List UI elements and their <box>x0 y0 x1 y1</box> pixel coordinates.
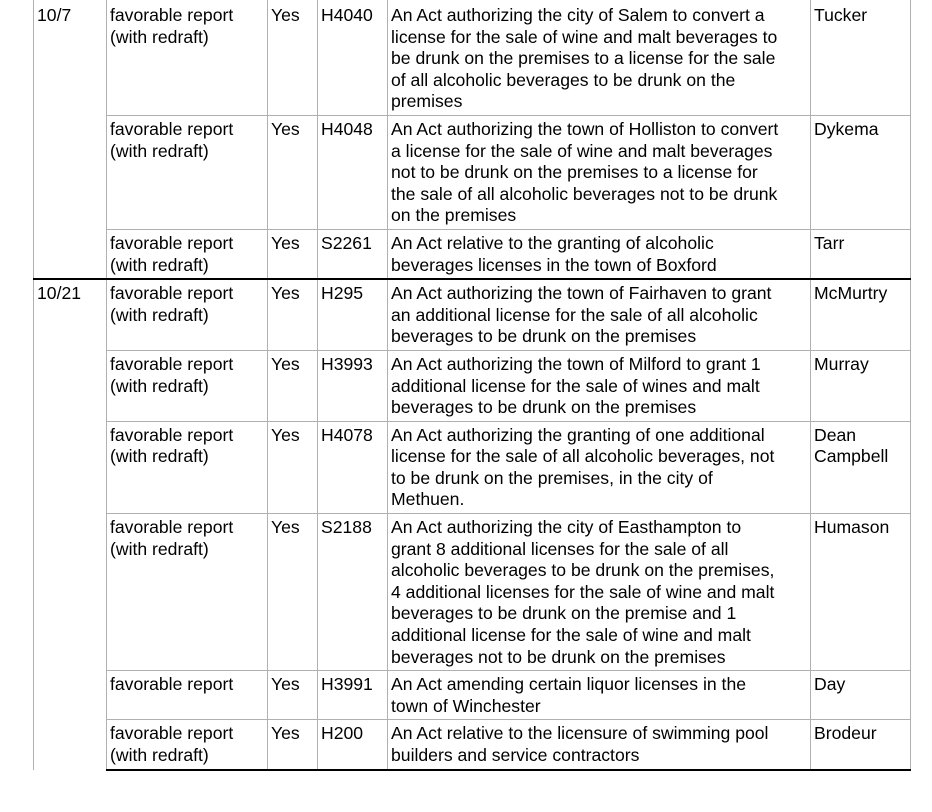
bill-title-cell: An Act authorizing the city of Salem to convert a license for the sale of wine and malt beverages to be drunk on the premises to a license for the sale of all alcoholic beverages to be drunk on the premises <box>388 0 811 115</box>
bill-title-cell: An Act relative to the licensure of swimming pool builders and service contractors <box>388 720 811 770</box>
sponsor-cell: Tucker <box>811 0 911 115</box>
table-row <box>34 514 911 671</box>
date-cell: 10/21 <box>34 279 107 769</box>
bill-number-cell: H3991 <box>318 671 388 720</box>
bill-number-cell: S2261 <box>318 229 388 279</box>
bill-number-cell: H200 <box>318 720 388 770</box>
reported-cell: Yes <box>268 350 318 421</box>
date-cell: 10/7 <box>34 0 107 279</box>
action-cell: favorable report (with redraft) <box>107 421 268 513</box>
bill-title-cell: An Act amending certain liquor licenses in the town of Winchester <box>388 671 811 720</box>
reported-cell: Yes <box>268 671 318 720</box>
sponsor-cell: Dean Campbell <box>811 421 911 513</box>
bill-number-cell: H4040 <box>318 0 388 115</box>
action-cell: favorable report (with redraft) <box>107 350 268 421</box>
bill-title-cell: An Act authorizing the granting of one additional license for the sale of all alcoholic beverages, not to be drunk on the premises, in the city of Methuen. <box>388 421 811 513</box>
reported-cell: Yes <box>268 115 318 229</box>
sponsor-cell: McMurtry <box>811 279 911 350</box>
action-cell: favorable report (with redraft) <box>107 115 268 229</box>
sponsor-cell: Brodeur <box>811 720 911 770</box>
table-row <box>34 0 911 115</box>
reported-cell: Yes <box>268 514 318 671</box>
bill-title-cell: An Act relative to the granting of alcoholic beverages licenses in the town of Boxford <box>388 229 811 279</box>
action-cell: favorable report (with redraft) <box>107 720 268 770</box>
bill-report-table <box>33 0 911 771</box>
reported-cell: Yes <box>268 421 318 513</box>
bill-title-cell: An Act authorizing the town of Milford to grant 1 additional license for the sale of wines and malt beverages to be drunk on the premises <box>388 350 811 421</box>
bill-number-cell: H3993 <box>318 350 388 421</box>
table-row <box>34 115 911 229</box>
bill-report-body <box>34 0 911 770</box>
sponsor-cell: Murray <box>811 350 911 421</box>
reported-cell: Yes <box>268 720 318 770</box>
table-row <box>34 720 911 770</box>
table-row <box>34 229 911 279</box>
table-row <box>34 671 911 720</box>
sponsor-cell: Humason <box>811 514 911 671</box>
bill-number-cell: H4078 <box>318 421 388 513</box>
bill-title-cell: An Act authorizing the city of Easthampton to grant 8 additional licenses for the sale of all alcoholic beverages to be drunk on the premises, 4 additional licenses for the sale of wine and malt beverages to be drunk on the premise and 1 additional license for the sale of wine and malt beverages not to be drunk on the premises <box>388 514 811 671</box>
action-cell: favorable report (with redraft) <box>107 514 268 671</box>
sponsor-cell: Dykema <box>811 115 911 229</box>
reported-cell: Yes <box>268 0 318 115</box>
bill-number-cell: H295 <box>318 279 388 350</box>
action-cell: favorable report <box>107 671 268 720</box>
table-row <box>34 350 911 421</box>
table-row <box>34 421 911 513</box>
bill-title-cell: An Act authorizing the town of Fairhaven to grant an additional license for the sale of all alcoholic beverages to be drunk on the premises <box>388 279 811 350</box>
bill-number-cell: H4048 <box>318 115 388 229</box>
bill-number-cell: S2188 <box>318 514 388 671</box>
bill-title-cell: An Act authorizing the town of Holliston to convert a license for the sale of wine and malt beverages not to be drunk on the premises to a license for the sale of all alcoholic beverages not to be drunk on the premises <box>388 115 811 229</box>
action-cell: favorable report (with redraft) <box>107 229 268 279</box>
table-row <box>34 279 911 350</box>
reported-cell: Yes <box>268 279 318 350</box>
sponsor-cell: Tarr <box>811 229 911 279</box>
action-cell: favorable report (with redraft) <box>107 279 268 350</box>
sponsor-cell: Day <box>811 671 911 720</box>
action-cell: favorable report (with redraft) <box>107 0 268 115</box>
reported-cell: Yes <box>268 229 318 279</box>
